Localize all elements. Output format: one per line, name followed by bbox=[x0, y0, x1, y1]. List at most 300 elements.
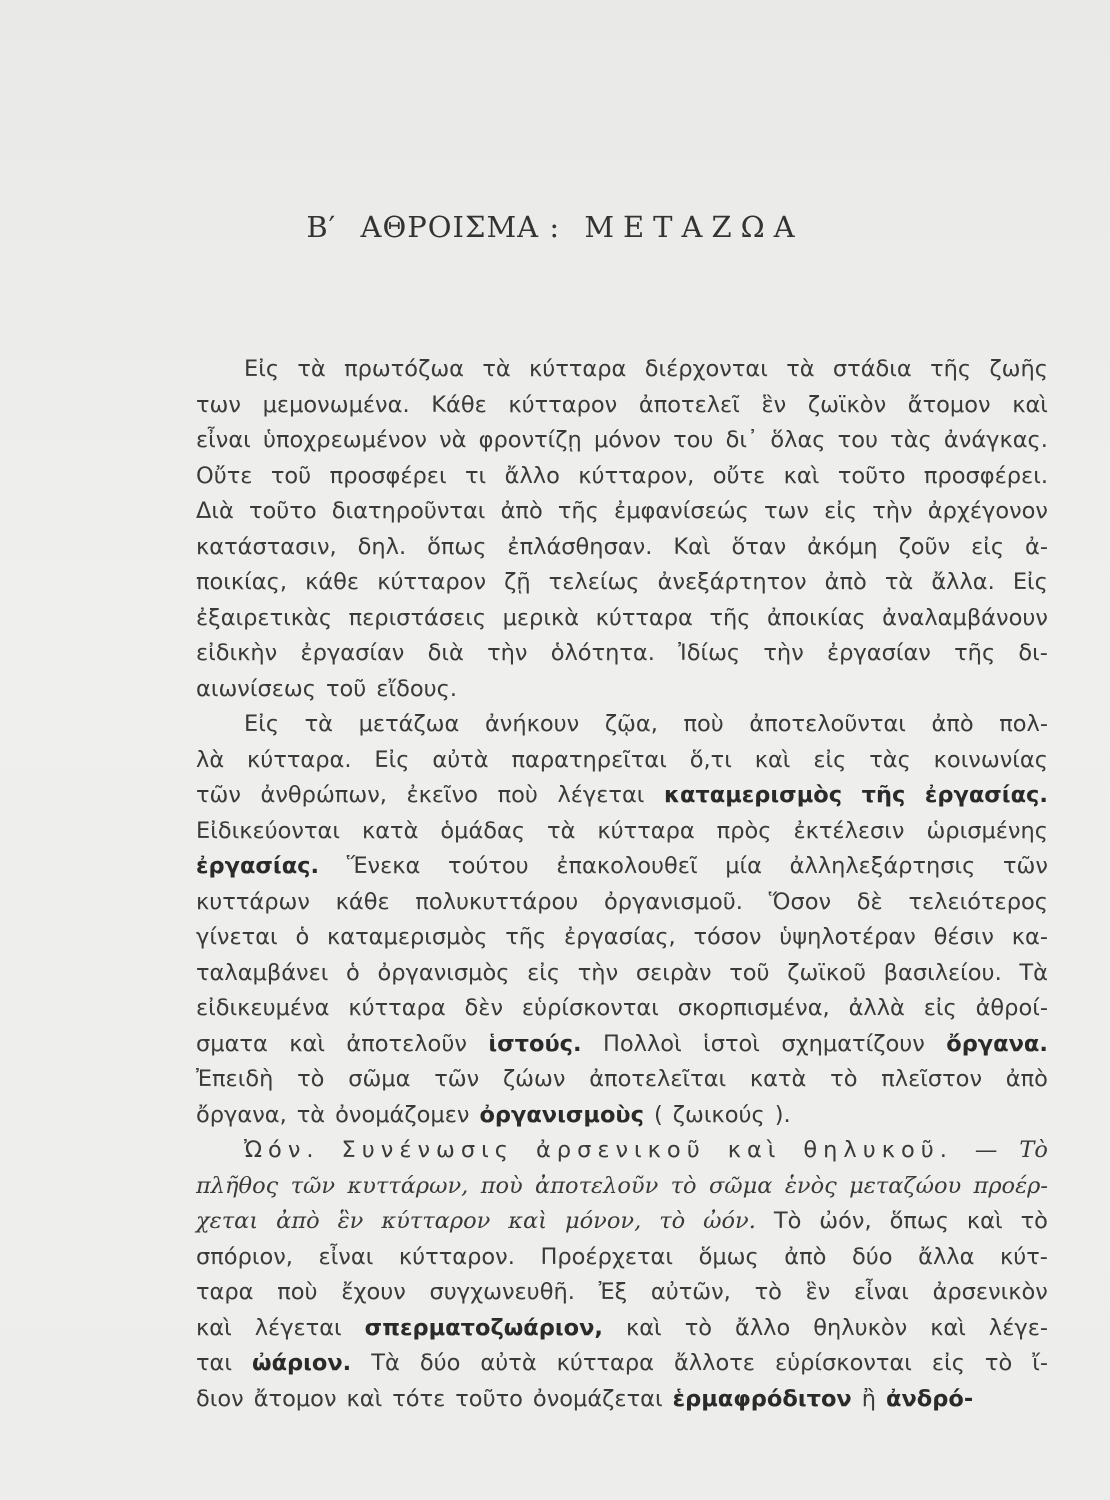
word: ἐμφανίσεώς bbox=[614, 498, 749, 524]
text-line bbox=[196, 601, 1048, 637]
word: θηλυκοῦ. bbox=[803, 1137, 953, 1163]
word: Ἰδίως bbox=[678, 640, 741, 666]
word: κοινωνίας bbox=[933, 746, 1048, 773]
word: ὅμως bbox=[698, 1243, 759, 1270]
text-line bbox=[196, 352, 1048, 388]
word: ). bbox=[774, 1101, 791, 1128]
word: συγχωνευθῆ. bbox=[429, 1279, 575, 1305]
word: καὶ bbox=[966, 1208, 1003, 1234]
word: δύο bbox=[419, 1350, 461, 1376]
word: δύο bbox=[851, 1243, 893, 1270]
word: ἀνεξάρτητον bbox=[657, 569, 807, 595]
word: ὀνομάζομεν bbox=[335, 1101, 470, 1128]
word: καὶ bbox=[783, 462, 820, 489]
word: ζωϊκοῦ bbox=[787, 959, 866, 986]
word: ἓν bbox=[805, 1279, 831, 1305]
word: ὑψηλοτέραν bbox=[779, 924, 916, 950]
word: Εἰς bbox=[374, 746, 410, 773]
word: ἀπὸ bbox=[1005, 1066, 1048, 1092]
word: ὄργανα, bbox=[196, 1101, 287, 1128]
word: ὅλας bbox=[770, 427, 826, 453]
word: ὡρισμένης bbox=[926, 817, 1048, 844]
word: ὁμάδας bbox=[440, 817, 526, 844]
word: ἐργασίαν bbox=[827, 640, 931, 666]
word: ἀρχέγονον bbox=[927, 498, 1048, 524]
section-title: ΑΘΡΟΙΣΜΑ : bbox=[360, 210, 561, 244]
word: καὶ bbox=[196, 1314, 232, 1341]
text-line bbox=[196, 814, 1048, 850]
word: πρωτόζωα bbox=[344, 356, 464, 382]
word: ἄλλα bbox=[918, 1243, 975, 1270]
word: τὴν bbox=[577, 959, 619, 986]
word: εἰς bbox=[971, 533, 1005, 560]
word: Οὔτε bbox=[196, 462, 253, 489]
word: ὅπως bbox=[427, 533, 487, 560]
text-line bbox=[196, 423, 1048, 459]
italic-text: ποὺ bbox=[480, 1172, 523, 1199]
word: βασιλείου. bbox=[883, 959, 1002, 986]
word: νὰ bbox=[439, 427, 467, 453]
word: ζοῦν bbox=[898, 533, 951, 560]
word: εἰς bbox=[813, 746, 847, 773]
word: κατάστασιν, bbox=[196, 533, 337, 560]
word: ( bbox=[653, 1101, 663, 1128]
word: τὰ bbox=[296, 1101, 326, 1128]
word: ἀπὸ bbox=[500, 498, 543, 524]
word: αιωνίσεως bbox=[196, 675, 316, 702]
word: κα- bbox=[1011, 924, 1048, 950]
word: ἱστοὶ bbox=[703, 1030, 760, 1057]
word: τότε bbox=[392, 1385, 446, 1412]
word: Τὰ bbox=[1019, 959, 1048, 986]
word: του bbox=[837, 427, 879, 453]
word: εἰς bbox=[923, 995, 957, 1021]
word: ἴ- bbox=[1032, 1350, 1048, 1376]
word: σπόριον, bbox=[196, 1243, 293, 1270]
word: τοῦ bbox=[729, 959, 770, 986]
word: εἰδικὴν bbox=[196, 640, 278, 666]
word: διατηροῦνται bbox=[331, 498, 486, 524]
bold-term: ἀνδρό- bbox=[886, 1385, 974, 1412]
word: Εἰδικεύονται bbox=[196, 817, 340, 844]
word: Ὠόν. bbox=[244, 1137, 320, 1163]
word: κύτταρον. bbox=[398, 1243, 515, 1270]
word: κύτταρα bbox=[595, 604, 693, 631]
word: Ἐξ bbox=[598, 1279, 628, 1305]
word: κάθε bbox=[335, 888, 390, 915]
italic-text: τὸ bbox=[670, 1172, 697, 1199]
text-line bbox=[196, 1311, 1048, 1347]
word: πολ- bbox=[999, 711, 1048, 737]
word: ἀλληλεξάρτησις bbox=[789, 853, 976, 879]
word: κύτταρον bbox=[377, 569, 487, 595]
word: ὠόν, bbox=[819, 1208, 872, 1234]
word: Εἰς bbox=[244, 711, 280, 737]
word: εὑρίσκονται bbox=[521, 995, 659, 1021]
word: ζωϊκὸν bbox=[807, 391, 887, 418]
bold-term: ὀργανισμοὺς bbox=[479, 1101, 644, 1128]
word: ζώων bbox=[502, 1066, 566, 1092]
word: τῆς bbox=[954, 640, 996, 666]
word: ἄλλο bbox=[504, 462, 560, 489]
word: δι᾽ bbox=[725, 427, 759, 453]
word: ποὺ bbox=[497, 782, 538, 808]
word: πλεῖστον bbox=[881, 1066, 983, 1092]
text-line bbox=[196, 885, 1048, 921]
word: Τὸ bbox=[773, 1208, 802, 1234]
word: κατὰ bbox=[749, 1066, 807, 1092]
word: θηλυκὸν bbox=[813, 1314, 908, 1341]
word: ται bbox=[196, 1350, 232, 1376]
word: σῶμα bbox=[348, 1066, 411, 1092]
word: ἔχουν bbox=[341, 1279, 406, 1305]
word: εἶναι bbox=[854, 1279, 909, 1305]
word: τὰ bbox=[547, 817, 576, 844]
word: ὀργανισμὸς bbox=[377, 959, 510, 986]
word: ταλαμβάνει bbox=[196, 959, 329, 986]
text-line bbox=[196, 1275, 1048, 1311]
word: τὸ bbox=[1020, 1208, 1048, 1234]
word: τούτου bbox=[448, 853, 529, 879]
word: δὲ bbox=[856, 888, 883, 915]
word: προσφέρει. bbox=[923, 462, 1048, 489]
text-line bbox=[196, 991, 1048, 1027]
word: τῶν bbox=[196, 782, 241, 808]
word: τὰς bbox=[890, 427, 932, 453]
word: τὴν bbox=[763, 640, 804, 666]
word: σχηματίζουν bbox=[781, 1030, 925, 1057]
italic-text: — bbox=[974, 1137, 998, 1163]
word: φροντίζῃ bbox=[478, 427, 582, 453]
word: καὶ bbox=[930, 1314, 966, 1341]
word: ἀρσενικοῦ bbox=[535, 1137, 706, 1163]
word: ὁ bbox=[346, 959, 360, 986]
word: ἀποτελεῖται bbox=[589, 1066, 727, 1092]
word: μία bbox=[725, 853, 762, 879]
word: ὁ bbox=[295, 924, 310, 950]
word: παρατηρεῖται bbox=[511, 746, 667, 773]
word: τελειότερος bbox=[908, 888, 1048, 915]
italic-text: μεταζώου bbox=[849, 1172, 962, 1199]
italic-text: ἑνὸς bbox=[784, 1172, 837, 1199]
word: τόσον bbox=[693, 924, 762, 950]
word: ἐργασίας, bbox=[564, 924, 676, 950]
text-line bbox=[196, 956, 1048, 992]
text-line bbox=[196, 1204, 1048, 1240]
word: ἄτομον bbox=[907, 391, 991, 418]
word: ἓν bbox=[761, 391, 787, 418]
word: ἀναλαμβάνουν bbox=[882, 604, 1048, 631]
word: τὸ bbox=[297, 1066, 325, 1092]
text-line bbox=[196, 530, 1048, 566]
text-line bbox=[196, 1133, 1048, 1169]
text-line bbox=[196, 1382, 1048, 1418]
italic-text: προέρ- bbox=[973, 1172, 1048, 1199]
word: ἐκτέλεσιν bbox=[793, 817, 905, 844]
word: τὸ bbox=[754, 1279, 782, 1305]
word: ἐργασίαν bbox=[300, 640, 405, 666]
word: τὰ bbox=[786, 356, 815, 382]
bold-term: καταμερισμὸς bbox=[663, 782, 843, 808]
word: τὰ bbox=[304, 711, 334, 737]
word: Διὰ bbox=[196, 498, 234, 524]
word: ζῷα, bbox=[604, 711, 658, 737]
word: οὔτε bbox=[712, 462, 766, 489]
text-line bbox=[196, 707, 1048, 743]
section-number: Β′ bbox=[306, 210, 337, 244]
word: Καὶ bbox=[673, 533, 711, 560]
text-line bbox=[196, 1027, 1048, 1063]
word: τὴν bbox=[872, 498, 913, 524]
text-line bbox=[196, 1098, 1048, 1134]
bold-term: τῆς bbox=[861, 782, 906, 808]
text-line bbox=[196, 778, 1048, 814]
word: κύτταρα. bbox=[247, 746, 352, 773]
text-line bbox=[196, 388, 1048, 424]
word: λέγε- bbox=[988, 1314, 1048, 1341]
word: ἀποτελεῖ bbox=[638, 391, 740, 418]
word: τελείως bbox=[548, 569, 640, 595]
word: καὶ bbox=[1012, 391, 1048, 418]
word: Ἕνεκα bbox=[346, 853, 421, 879]
word: καὶ bbox=[727, 1137, 782, 1163]
word: εἰς bbox=[527, 959, 561, 986]
word: καταμερισμὸς bbox=[327, 924, 488, 950]
text-line bbox=[196, 743, 1048, 779]
word: τὰ bbox=[297, 356, 326, 382]
section-subtitle: ΜΕΤΑΖΩΑ bbox=[584, 210, 804, 244]
text-line bbox=[196, 565, 1048, 601]
word: τῆς bbox=[505, 924, 547, 950]
word: αὐτῶν, bbox=[650, 1279, 731, 1305]
word: ἀνάγκας. bbox=[943, 427, 1048, 453]
word: σειρὰν bbox=[635, 959, 712, 986]
text-line bbox=[196, 494, 1048, 530]
word: λέγεται bbox=[557, 782, 645, 808]
word: ποὺ bbox=[277, 1279, 318, 1305]
word: καὶ bbox=[289, 1030, 325, 1057]
word: πρὸς bbox=[716, 817, 772, 844]
body-text bbox=[196, 352, 1048, 1417]
italic-text: τὸ bbox=[659, 1208, 686, 1234]
word: τὰ bbox=[884, 569, 914, 595]
text-line bbox=[196, 849, 1048, 885]
word: κυττάρων bbox=[196, 888, 310, 915]
text-line bbox=[196, 1169, 1048, 1205]
word: διον bbox=[196, 1385, 244, 1412]
word: τοῦτο bbox=[455, 1385, 523, 1412]
word: τὸ bbox=[684, 1314, 712, 1341]
word: Τὰ bbox=[371, 1350, 400, 1376]
word: ὅπως bbox=[889, 1208, 949, 1234]
word: των bbox=[196, 391, 241, 418]
word: διέρχονται bbox=[644, 356, 768, 382]
word: Εἰς bbox=[244, 356, 280, 382]
word: κύτ- bbox=[999, 1243, 1048, 1270]
word: του bbox=[673, 427, 714, 453]
italic-text: κυττάρων, bbox=[347, 1172, 469, 1199]
word: ἀκόμη bbox=[807, 533, 878, 560]
word: ἐπλάσθησαν. bbox=[507, 533, 653, 560]
word: ζωικούς bbox=[672, 1101, 765, 1128]
word: ποὺ bbox=[683, 711, 724, 737]
word: εἶναι bbox=[318, 1243, 374, 1270]
word: μετάζωα bbox=[358, 711, 460, 737]
bold-term: ἐργασίας. bbox=[924, 782, 1048, 808]
bold-term: ὄργανα. bbox=[946, 1030, 1048, 1057]
word: των bbox=[763, 498, 809, 524]
word: ποικίας, bbox=[196, 569, 287, 595]
word: στάδια bbox=[832, 356, 912, 382]
word: κύτταρον bbox=[508, 391, 618, 418]
word: τὸ bbox=[830, 1066, 858, 1092]
word: Ἐπειδὴ bbox=[196, 1066, 274, 1092]
word: τῶν bbox=[434, 1066, 480, 1092]
word: κύτταρα bbox=[529, 356, 627, 382]
word: Συνένωσις bbox=[341, 1137, 514, 1163]
word: ἀλλὰ bbox=[848, 995, 905, 1021]
bold-term: ἐργασίας. bbox=[196, 853, 320, 879]
word: γίνεται bbox=[196, 924, 278, 950]
word: σματα bbox=[196, 1030, 268, 1057]
bold-term: ἱστούς. bbox=[488, 1030, 582, 1057]
word: κύτταρα bbox=[556, 1350, 654, 1376]
word: ὑποχρεωμένον bbox=[262, 427, 427, 453]
word: ἀποτελοῦνται bbox=[749, 711, 906, 737]
word: ἄλλοτε bbox=[674, 1350, 755, 1376]
italic-text: ἀπὸ bbox=[276, 1208, 320, 1234]
word: δὲν bbox=[464, 995, 504, 1021]
word: τῆς bbox=[709, 604, 751, 631]
word: τὰς bbox=[869, 746, 911, 773]
word: ἀθροί- bbox=[975, 995, 1048, 1021]
word: κύτταρον, bbox=[578, 462, 695, 489]
word: ταρα bbox=[196, 1279, 254, 1305]
word: Ὅσον bbox=[768, 888, 832, 915]
word: ζῇ bbox=[504, 569, 531, 595]
word: σκορπισμένα, bbox=[677, 995, 830, 1021]
word: ἢ bbox=[861, 1385, 877, 1412]
word: ἐπακολουθεῖ bbox=[556, 853, 698, 879]
word: τὰ bbox=[482, 356, 511, 382]
word: ἄτομον bbox=[253, 1385, 337, 1412]
word: ἀποικίας bbox=[766, 604, 866, 631]
word: κατὰ bbox=[361, 817, 419, 844]
italic-text: ὠόν. bbox=[703, 1208, 756, 1234]
word: διὰ bbox=[427, 640, 464, 666]
word: εὑρίσκονται bbox=[774, 1350, 912, 1376]
italic-text: ἓν bbox=[337, 1208, 364, 1234]
italic-text: Τὸ bbox=[1019, 1137, 1048, 1163]
italic-text: σῶμα bbox=[708, 1172, 773, 1199]
word: ὅ,τι bbox=[689, 746, 732, 773]
word: ζωῆς bbox=[989, 356, 1048, 382]
word: προσφέρει bbox=[329, 462, 447, 489]
word: ἄλλα. bbox=[931, 569, 995, 595]
word: τῆς bbox=[930, 356, 972, 382]
italic-text: τῶν bbox=[290, 1172, 336, 1199]
word: ὁλότητα. bbox=[550, 640, 655, 666]
italic-text: ἀποτελοῦν bbox=[535, 1172, 659, 1199]
word: ἀποτελοῦν bbox=[346, 1030, 467, 1057]
word: ὀργανισμοῦ. bbox=[604, 888, 743, 915]
text-line bbox=[196, 459, 1048, 495]
word: τοῦτο bbox=[248, 498, 317, 524]
italic-text: καὶ bbox=[508, 1208, 548, 1234]
italic-text: κύτταρον bbox=[381, 1208, 491, 1234]
italic-text: μόνον, bbox=[565, 1208, 642, 1234]
word: τὴν bbox=[487, 640, 528, 666]
word: ἀνήκουν bbox=[484, 711, 580, 737]
word: εἰδικευμένα bbox=[196, 995, 330, 1021]
italic-text: πλῆθος bbox=[196, 1172, 279, 1199]
text-line bbox=[196, 1062, 1048, 1098]
word: Πολλοὶ bbox=[602, 1030, 682, 1057]
text-line bbox=[196, 1346, 1048, 1382]
text-line bbox=[196, 672, 1048, 708]
word: τοῦ bbox=[325, 675, 367, 702]
word: ἀ- bbox=[1025, 533, 1048, 560]
word: ὅταν bbox=[731, 533, 787, 560]
word: ἐξαιρετικὰς bbox=[196, 604, 333, 631]
word: ἐκεῖνο bbox=[406, 782, 479, 808]
word: κύτταρα bbox=[597, 817, 695, 844]
italic-text: χεται bbox=[196, 1208, 259, 1234]
word: ὀνομάζεται bbox=[532, 1385, 663, 1412]
word: καὶ bbox=[625, 1314, 662, 1341]
word: εἰς bbox=[824, 498, 858, 524]
word: Προέρχεται bbox=[540, 1243, 673, 1270]
word: Εἰς bbox=[1012, 569, 1048, 595]
word: μεμονωμένα. bbox=[262, 391, 410, 418]
word: δηλ. bbox=[357, 533, 407, 560]
word: δι- bbox=[1018, 640, 1048, 666]
word: αὐτὰ bbox=[432, 746, 489, 773]
word: τῶν bbox=[1003, 853, 1048, 879]
word: τι bbox=[465, 462, 487, 489]
word: τὸ bbox=[984, 1350, 1013, 1376]
section-heading bbox=[0, 210, 1110, 244]
word: ἀπὸ bbox=[784, 1243, 827, 1270]
text-line bbox=[196, 920, 1048, 956]
word: εἴδους. bbox=[376, 675, 457, 702]
word: τοῦ bbox=[270, 462, 312, 489]
word: ἀπὸ bbox=[824, 569, 867, 595]
word: ἀνθρώπων, bbox=[260, 782, 387, 808]
word: ἀπὸ bbox=[931, 711, 974, 737]
word: μόνον bbox=[593, 427, 661, 453]
bold-term: ἑρμαφρόδιτον bbox=[672, 1385, 852, 1412]
text-line bbox=[196, 636, 1048, 672]
word: ἄλλο bbox=[735, 1314, 791, 1341]
word: πολυκυττάρου bbox=[415, 888, 579, 915]
word: μερικὰ bbox=[502, 604, 580, 631]
word: λὰ bbox=[196, 746, 225, 773]
word: Κάθε bbox=[431, 391, 487, 418]
word: λέγεται bbox=[254, 1314, 342, 1341]
word: εἰς bbox=[931, 1350, 965, 1376]
word: εἶναι bbox=[196, 427, 251, 453]
word: αὐτὰ bbox=[480, 1350, 537, 1376]
word: ἀρσενικὸν bbox=[932, 1279, 1048, 1305]
word: τοῦτο bbox=[837, 462, 906, 489]
text-line bbox=[196, 1240, 1048, 1276]
word: κάθε bbox=[305, 569, 360, 595]
word: καὶ bbox=[754, 746, 791, 773]
bold-term: ὠάριον. bbox=[252, 1350, 352, 1376]
word: τῆς bbox=[557, 498, 599, 524]
word: θέσιν bbox=[933, 924, 994, 950]
